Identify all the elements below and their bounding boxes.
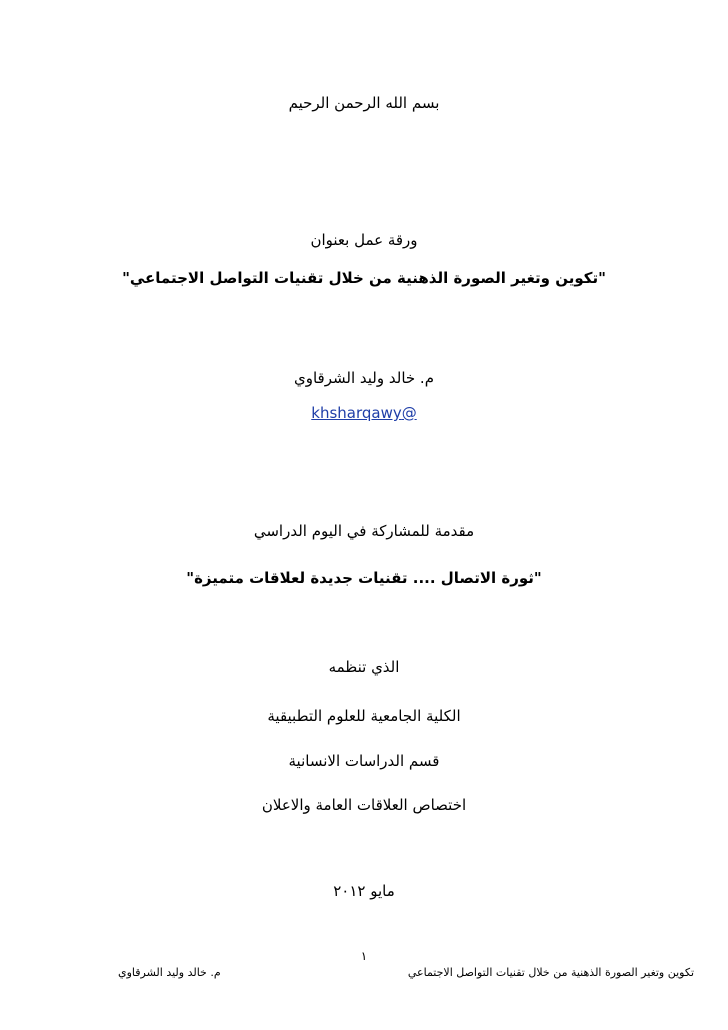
footer-title: تكوين وتغير الصورة الذهنية من خلال تقنيات التواصل الاجتماعي [407,966,694,979]
organized-by: الذي تنظمه [328,658,400,676]
paper-title: "تكوين وتغير الصورة الذهنية من خلال تقنيات التواصل الاجتماعي" [122,269,606,287]
event-title: "ثورة الاتصال .... تقنيات جديدة لعلاقات متميزة" [186,569,542,587]
author-name: م. خالد وليد الشرقاوي [294,369,434,387]
twitter-handle-row [0,405,728,421]
college-name: الكلية الجامعية للعلوم التطبيقية [267,707,461,725]
specialization: اختصاص العلاقات العامة والاعلان [261,796,467,814]
twitter-handle-link[interactable]: @khsharqawy [311,404,417,422]
paper-intro: ورقة عمل بعنوان [310,231,418,249]
presented-for: مقدمة للمشاركة في اليوم الدراسي [253,522,475,540]
basmala: بسم الله الرحمن الرحيم [288,94,440,112]
footer-author: م. خالد وليد الشرقاوي [118,966,221,979]
department-name: قسم الدراسات الانسانية [288,752,440,770]
page-number: ١ [360,949,368,963]
document-date: مايو ٢٠١٢ [333,882,395,900]
